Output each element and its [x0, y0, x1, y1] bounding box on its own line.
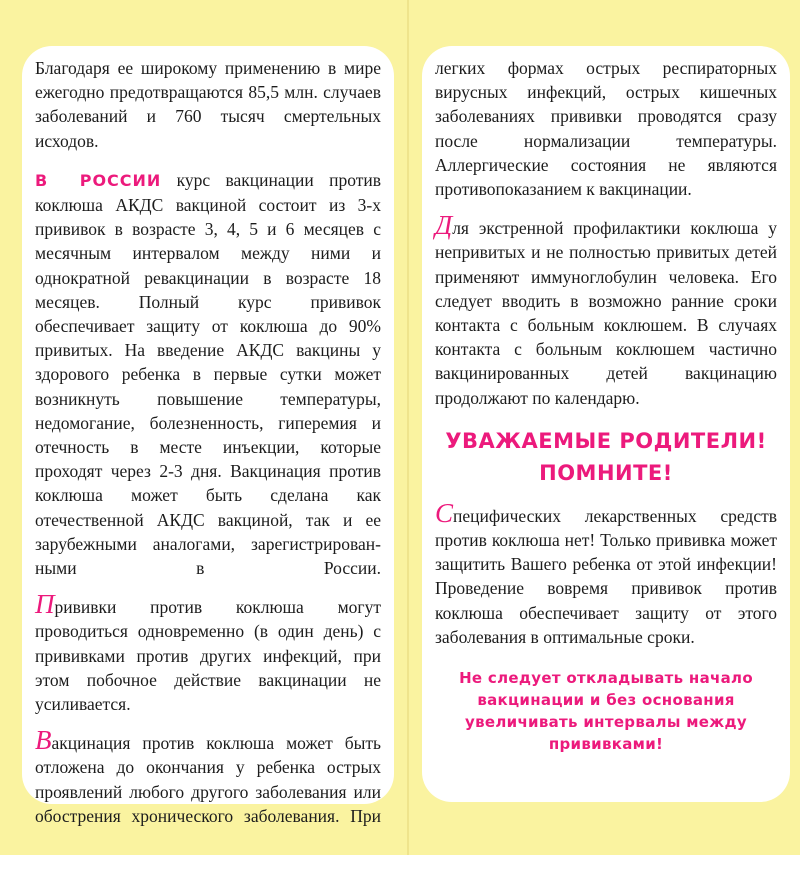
russia-schedule-text: курс вакцинации против коклюша АКДС вакциной состоит из 3-х прививок в возрасте 3, 4, 5 и 6 месяцев с месячным интервалом между ними и однократной ревакцинации в возрасте 18 месяцев. Полный курс прививок обеспечивает защиту от коклюша до 90% привитых. На введение АКДС вакцины у здорового ребенка в первые сутки может возникнуть повышение температуры, недомогание, болезненность, гиперемия и отечность в месте инъекции, которые проходят через 2-3 дня. Вакцинация против коклюша может быть сделана как отечественной АКДС вакциной, так и ее зарубежными аналогами, зарегистрированными в России. — [35, 169, 381, 579]
callout-line: увеличивать интервалы между — [465, 713, 747, 732]
drop-cap: С — [435, 497, 454, 528]
paragraph-vaccination-impact: Благодаря ее широкому применению в мире ежегодно предотвращаются 85,5 млн. случаев заболеваний и 760 тысяч смертельных исходов. — [35, 58, 381, 151]
drop-cap: В — [35, 725, 52, 756]
callout-line: прививками! — [548, 735, 664, 754]
drop-cap: Д — [435, 210, 453, 241]
parents-heading — [435, 425, 777, 489]
fold-line — [407, 0, 409, 855]
heading-line: УВАЖАЕМЫЕ РОДИТЕЛИ! — [445, 428, 767, 453]
russia-highlight: В РОССИИ — [35, 170, 162, 190]
right-panel — [422, 46, 790, 802]
warning-callout — [435, 667, 777, 755]
paragraph-mild-infections: легких формах острых респираторных вирусных инфекций, острых кишечных заболеваниях прививки проводятся сразу после нормализации температуры. Аллергические состояния не являются противопоказанием к вакцинации. — [435, 58, 777, 200]
callout-line: вакцинации и без основания — [477, 691, 735, 710]
paragraph-no-specific-drugs — [435, 497, 777, 649]
simultaneous-vaccination-text: рививки против коклюша могут проводиться одновременно (в один день) с прививками против других инфекций, при этом побочное действие вакцинации не усиливается. — [35, 597, 381, 715]
paragraph-russia-schedule — [35, 168, 381, 580]
paragraph-simultaneous-vaccination — [35, 589, 381, 716]
heading-line: ПОМНИТЕ! — [539, 460, 673, 485]
left-panel — [22, 46, 394, 826]
paragraph-postponement — [35, 725, 381, 828]
callout-line: Не следует откладывать начало — [459, 669, 753, 688]
no-specific-drugs-text: пецифических лекарственных средств против коклюша нет! Только прививка может защитить Вашего ребенка от этой инфекции! Проведение вовремя прививок против коклюша обеспечивает защиту от этого заболевания в оптимальные сроки. — [435, 505, 777, 647]
paragraph-emergency-prophylaxis — [435, 210, 777, 410]
postponement-text: акцинация против коклюша может быть отложена до окончания у ребенка острых проявлений любого другого заболевания или обострения хронического заболевания. При — [35, 733, 381, 826]
drop-cap: П — [35, 589, 55, 620]
emergency-prophylaxis-text: ля экстренной профилактики коклюша у непривитых и не полностью привитых детей применяют иммуноглобулин человека. Его следует вводить в возможно ранние сроки контакта с больным коклюшем. В случаях контакта с больным коклюшем частично вакцинированных детей вакцинацию продолжают по календарю. — [435, 218, 777, 408]
